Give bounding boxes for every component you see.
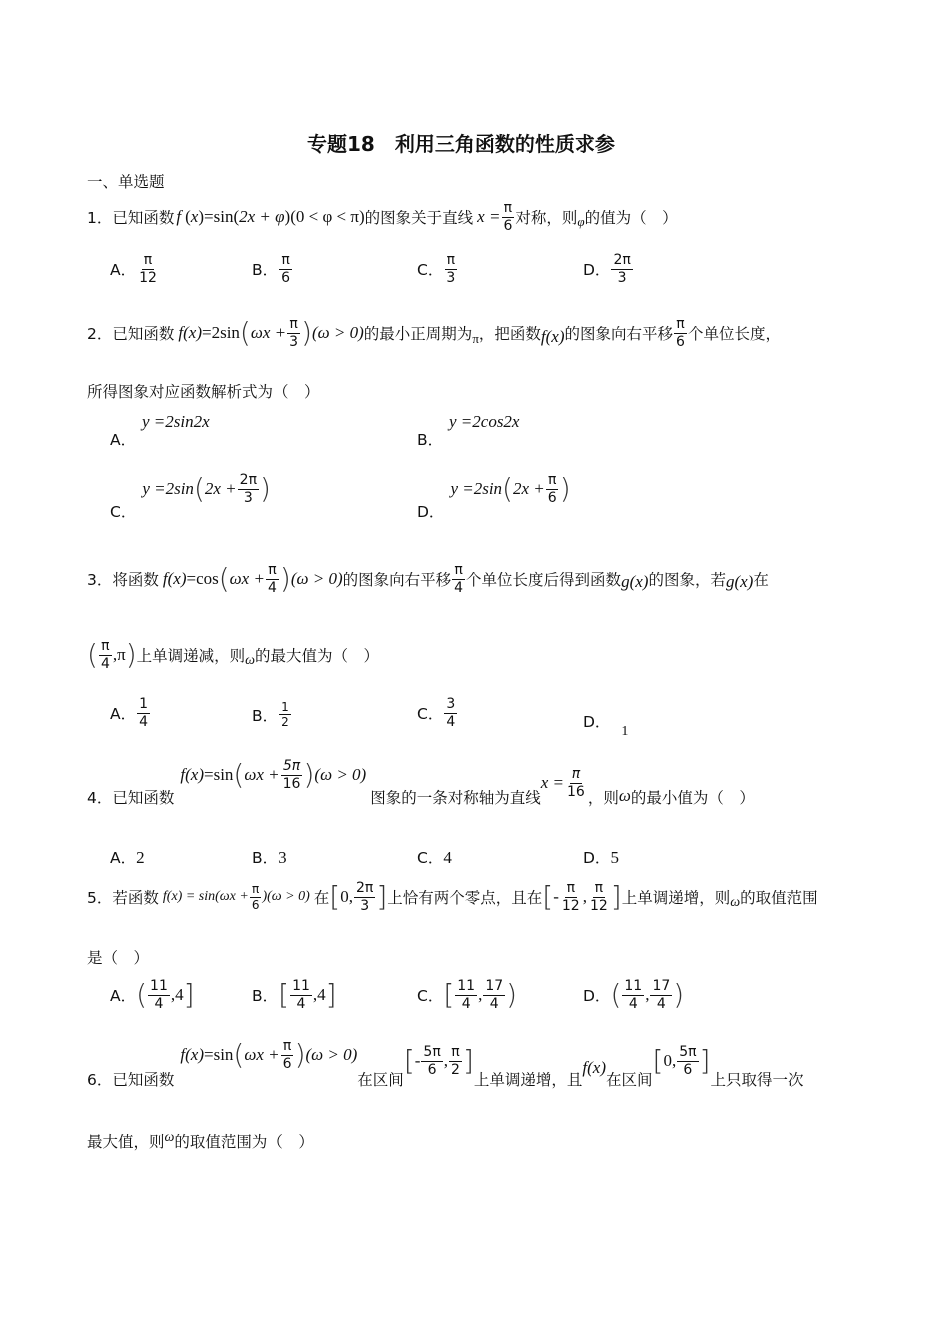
q3-text-1: 将函数 xyxy=(112,571,159,590)
q3-fx: f(x) xyxy=(162,569,187,589)
q2-option-c-value: y =2sin ( 2x + $\frac{2\pi}{3}$ ) xyxy=(142,472,271,506)
q4-text-4: 的最小值为（ ） xyxy=(630,789,755,807)
q4-text-2: 图象的一条对称轴为直线 xyxy=(370,789,541,807)
q3-option-c[interactable]: C． $\frac{3}{4}$ xyxy=(417,696,456,730)
q2-fx: f(x) xyxy=(178,323,202,343)
q2-option-a-value: y =2sin2x xyxy=(142,412,210,431)
q4-omega: ω xyxy=(618,786,631,805)
q2-shift-fraction: $\frac{\pi}{6}$ xyxy=(676,316,685,350)
q1-func: f xyxy=(176,207,182,227)
q2-text-1: 已知函数 xyxy=(112,325,175,344)
q5-option-b[interactable]: B． [ $\frac{11}{4}$ ,4 ] xyxy=(252,978,337,1012)
q6-number: 6． xyxy=(87,1071,113,1089)
page-title: 专题18 利用三角函数的性质求参 xyxy=(307,132,615,156)
q1-option-a-value: $\frac{\pi}{12}$ xyxy=(139,252,157,286)
q1-fraction: $\frac{\pi}{6}$ xyxy=(503,200,513,234)
q5-text-3: 上恰有两个零点，且在 xyxy=(387,889,543,908)
q3-option-a-value: $\frac{1}{4}$ xyxy=(139,696,149,730)
q2-eq: =2sin xyxy=(201,323,240,343)
q6-interval-2: [ 0, $\frac{5\pi}{6}$ ] xyxy=(652,1044,711,1078)
q5-fraction: $\frac{\pi}{6}$ xyxy=(251,882,260,912)
q4-number: 4． xyxy=(87,789,113,807)
q1-option-d[interactable]: D． $\frac{2\pi}{3}$ xyxy=(583,252,631,286)
q1-text-2: 的图象关于直线 xyxy=(364,209,474,228)
q5-cond: )(ω > 0) xyxy=(262,889,310,905)
q2-text-2: 的最小正周期为 xyxy=(363,325,473,344)
q5-line-2: 是（ ） xyxy=(87,949,150,967)
section-heading: 一、单选题 xyxy=(87,173,165,191)
q2-fraction: $\frac{\pi}{3}$ xyxy=(289,316,299,350)
q1-text-1: 已知函数 xyxy=(112,209,175,228)
q4-line-eq: x = $\frac{\pi}{16}$ xyxy=(540,766,585,800)
q5-option-d[interactable]: D． ( $\frac{11}{4}$ , $\frac{17}{4}$ ) xyxy=(583,978,685,1012)
q5-option-a[interactable]: A． ( $\frac{11}{4}$ ,4 ] xyxy=(110,978,195,1012)
q2-number: 2． xyxy=(87,325,113,344)
q4-option-d[interactable]: D．5 xyxy=(583,848,619,867)
q4-option-c-value: 4 xyxy=(443,848,452,867)
q3-text-2: 的图象向右平移 xyxy=(342,571,452,590)
q1-option-c-value: $\frac{\pi}{3}$ xyxy=(446,252,456,286)
q1-option-d-value: $\frac{2\pi}{3}$ xyxy=(613,252,631,286)
q3-omega: ω xyxy=(245,653,256,669)
question-5: 5． 若函数 f(x) = sin(ωx + $\frac{\pi}{6}$ )(ω > 0) 在 [ 0, $\frac{2\pi}{3}$ ] 上恰有两个零点，且在 [ - $\frac{\pi}{12}$ , $\frac{\pi}{12}$ ] 上单调递增，则 ω 的取值范围 xyxy=(87,880,818,914)
q4-formula: f(x) =sin ( ωx + $\frac{5\pi}{16}$ ) (ω > 0) xyxy=(180,758,367,792)
q1-text-3: 对称，则 xyxy=(515,209,578,228)
q1-x: x xyxy=(190,207,199,227)
q1-option-b-value: $\frac{\pi}{6}$ xyxy=(281,252,291,286)
q2-option-c[interactable]: C． y =2sin ( 2x + $\frac{2\pi}{3}$ ) xyxy=(110,472,271,521)
q1-expr: =sin xyxy=(204,207,234,227)
q2-inner: ωx + xyxy=(250,323,287,343)
q5-text-1: 若函数 xyxy=(112,889,159,908)
q3-option-b-value: $\frac{1}{2}$ xyxy=(281,700,289,730)
q1-inner: 2x + φ xyxy=(239,207,285,227)
q3-text-5: 在 xyxy=(753,571,769,590)
q3-inner: ωx + xyxy=(229,569,265,589)
q3-gx2: g(x) xyxy=(725,572,754,592)
q5-interval-1: $\frac{2\pi}{3}$ xyxy=(355,880,374,914)
q6-fx2: f(x) xyxy=(582,1058,606,1077)
q4-option-b[interactable]: B．3 xyxy=(252,848,287,867)
q6-omega: ω xyxy=(164,1130,175,1145)
q4-option-d-value: 5 xyxy=(610,848,619,867)
q5-option-c[interactable]: C． [ $\frac{11}{4}$ , $\frac{17}{4}$ ) xyxy=(417,978,518,1012)
q5-text-5: 的取值范围 xyxy=(740,889,818,908)
q3-line-2: ( $\frac{\pi}{4}$ ,π ) 上单调递减，则 ω 的最大值为（ ） xyxy=(87,638,380,672)
q2-option-d-value: y =2sin ( 2x + $\frac{\pi}{6}$ ) xyxy=(450,472,571,506)
q2-line-2: 所得图象对应函数解析式为（ ） xyxy=(87,383,320,401)
q3-number: 3． xyxy=(87,571,113,590)
q1-option-a[interactable]: A． $\frac{\pi}{12}$ xyxy=(110,252,157,286)
q6-text-2: 在区间 xyxy=(357,1071,404,1089)
q6-text-5: 上只取得一次 xyxy=(710,1071,804,1089)
q6-line-2b: 的取值范围为（ ） xyxy=(174,1133,314,1151)
question-4 xyxy=(87,758,755,808)
question-1: 1． 已知函数 f ( x ) =sin ( 2x + φ ) ( 0 < φ < π ) 的图象关于直线 x = $\frac{\pi}{6}$ 对称，则 φ 的值为（ ） xyxy=(87,200,678,234)
q2-text-5: 个单位长度， xyxy=(687,325,781,344)
q5-text-4: 上单调递增，则 xyxy=(621,889,731,908)
q5-omega: ω xyxy=(730,895,741,911)
q1-option-b[interactable]: B． $\frac{\pi}{6}$ xyxy=(252,252,291,286)
q3-option-a[interactable]: A． $\frac{1}{4}$ xyxy=(110,696,149,730)
q4-option-a[interactable]: A．2 xyxy=(110,848,145,867)
q3-gx: g(x) xyxy=(621,572,649,592)
q3-text-6: 上单调递减，则 xyxy=(136,647,246,666)
q4-text-3: ，则 xyxy=(587,789,619,807)
q5-number: 5． xyxy=(87,889,113,908)
q5-expr: f(x) = sin(ωx + xyxy=(162,889,249,905)
q2-text-3: ，把函数 xyxy=(478,325,541,344)
q6-interval-1: [ - $\frac{5\pi}{6}$ , $\frac{\pi}{2}$ ] xyxy=(403,1044,474,1078)
q3-text-4: 的图象，若 xyxy=(648,571,726,590)
q6-formula: f(x) =sin ( ωx + $\frac{\pi}{6}$ ) (ω > 0) xyxy=(180,1038,358,1072)
q3-eq: =cos xyxy=(186,569,219,589)
q3-text-7: 的最大值为（ ） xyxy=(255,647,380,666)
q3-cond: (ω > 0) xyxy=(290,569,343,589)
q4-text-1: 已知函数 xyxy=(112,789,175,807)
question-3: 3． 将函数 f(x) =cos ( ωx + $\frac{\pi}{4}$ ) (ω > 0) 的图象向右平移 $\frac{\pi}{4}$ 个单位长度后得到函数 g(x) 的图象，若 g(x) 在 xyxy=(87,562,769,596)
q6-text-1: 已知函数 xyxy=(112,1071,175,1089)
q2-option-d[interactable]: D． y =2sin ( 2x + $\frac{\pi}{6}$ ) xyxy=(417,472,571,521)
q2-cond: (ω > 0) xyxy=(312,323,364,343)
q6-text-4: 在区间 xyxy=(605,1071,653,1089)
q4-option-c[interactable]: C．4 xyxy=(417,848,452,867)
q1-number: 1． xyxy=(87,209,113,228)
q3-option-d-value: 1 xyxy=(621,724,629,739)
q6-line-2 xyxy=(87,1130,314,1152)
q3-fraction: $\frac{\pi}{4}$ xyxy=(267,562,277,596)
question-6 xyxy=(87,1038,803,1090)
q1-phi: φ xyxy=(577,214,585,230)
q3-shift-fraction: $\frac{\pi}{4}$ xyxy=(454,562,464,596)
q3-option-b[interactable]: B． $\frac{1}{2}$ xyxy=(252,700,289,730)
q3-text-3: 个单位长度后得到函数 xyxy=(466,571,622,590)
q2-fx2: f(x) xyxy=(540,327,565,347)
q3-interval-end: ,π xyxy=(112,645,126,665)
q6-text-3: 上单调递增，且 xyxy=(473,1071,583,1089)
q1-option-c[interactable]: C． $\frac{\pi}{3}$ xyxy=(417,252,456,286)
q3-option-c-value: $\frac{3}{4}$ xyxy=(446,696,456,730)
q3-interval-fraction: $\frac{\pi}{4}$ xyxy=(100,638,110,672)
question-2: 2． 已知函数 f(x) =2sin ( ωx + $\frac{\pi}{3}$ ) (ω > 0) 的最小正周期为 π ，把函数 f(x) 的图象向右平移 $\frac{\pi}{6}$ 个单位长度， xyxy=(87,316,781,350)
q3-option-d[interactable]: D． 1 xyxy=(583,713,629,739)
q5-interval-2b: $\frac{\pi}{12}$ xyxy=(589,880,608,914)
q6-line-2a: 最大值，则 xyxy=(87,1133,165,1151)
q2-pi: π xyxy=(472,331,479,347)
q5-interval-2a: $\frac{\pi}{12}$ xyxy=(561,880,580,914)
q2-text-4: 的图象向右平移 xyxy=(564,325,674,344)
q1-xeq: x = xyxy=(477,207,501,227)
q4-option-b-value: 3 xyxy=(278,848,287,867)
q5-text-2: 在 xyxy=(313,889,330,908)
q1-cond: 0 < φ < π xyxy=(295,207,359,227)
q2-option-b-value: y =2cos2x xyxy=(449,412,520,431)
q1-text-4: 的值为（ ） xyxy=(584,209,678,228)
q4-option-a-value: 2 xyxy=(136,848,145,867)
